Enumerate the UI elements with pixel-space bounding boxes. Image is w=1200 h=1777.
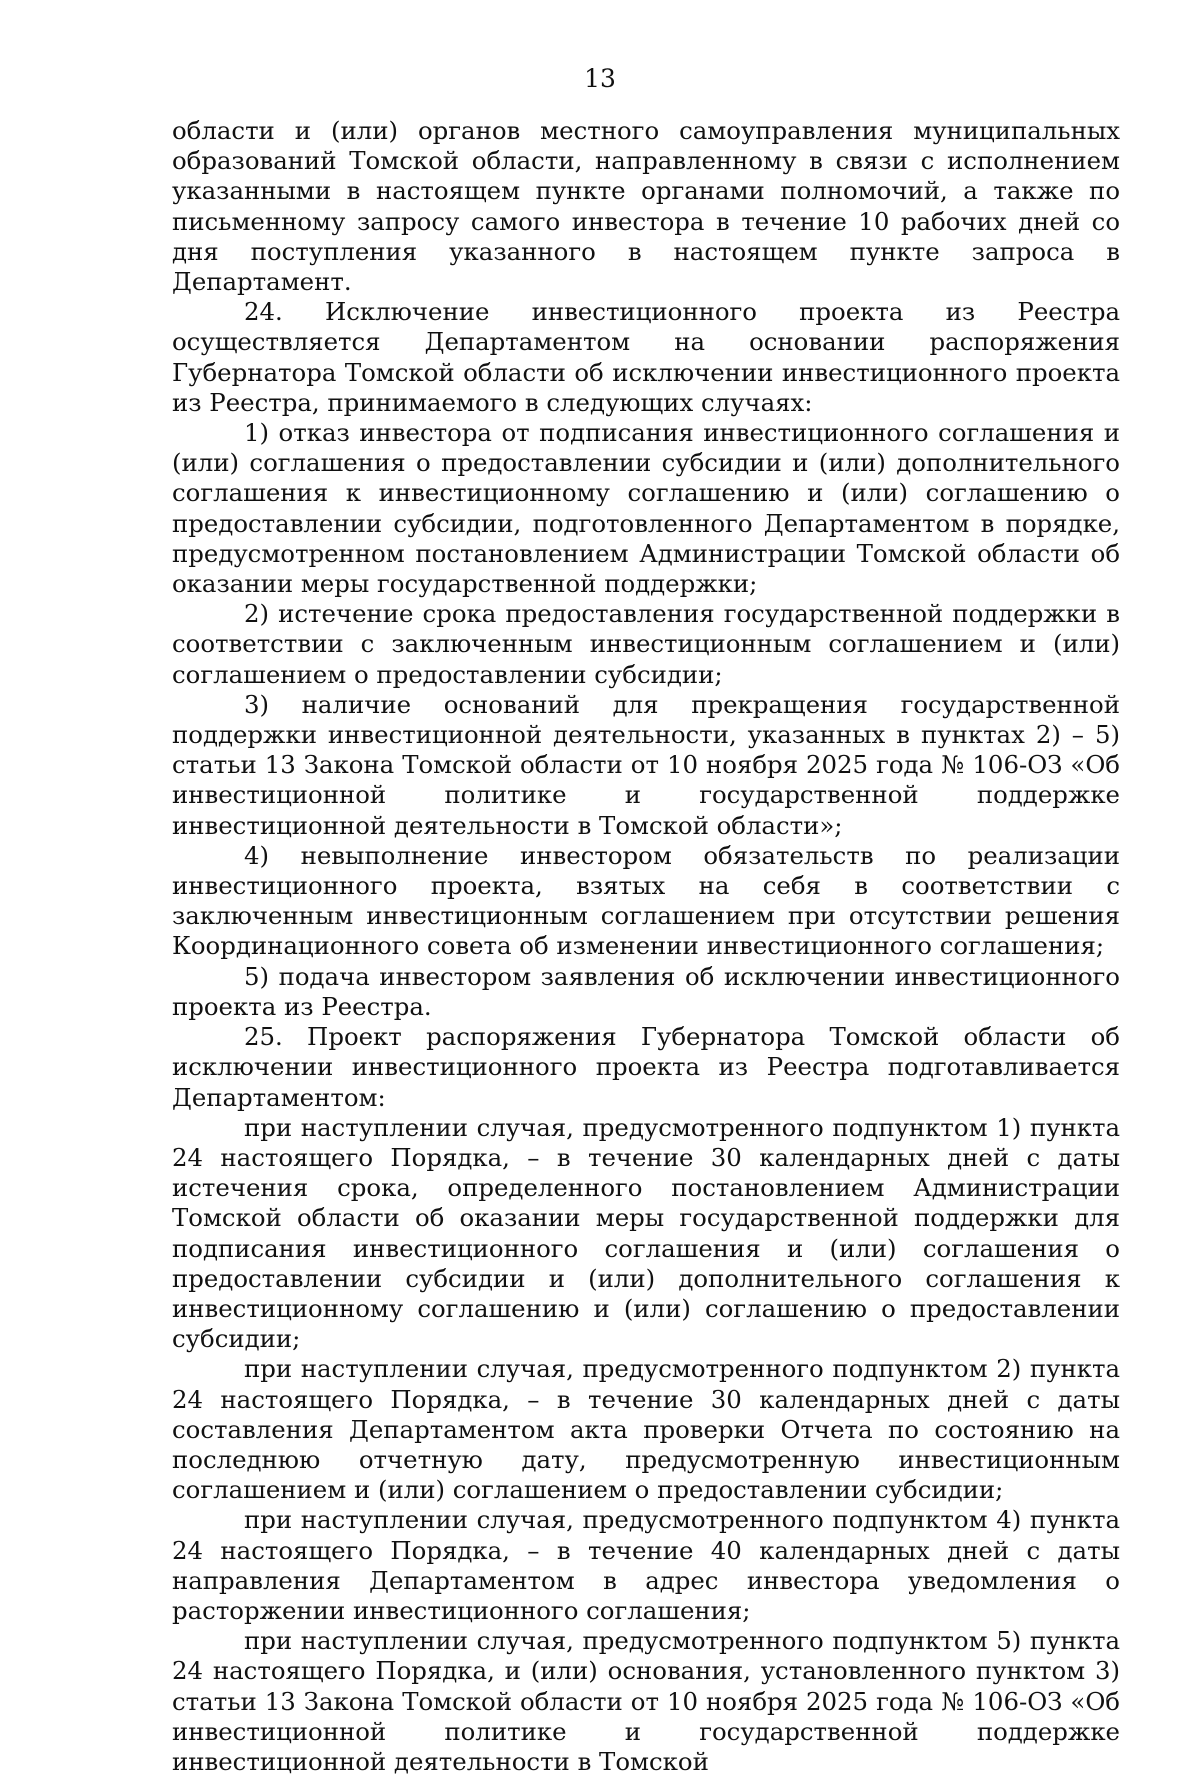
paragraph-continuation: области и (или) органов местного самоуправления муниципальных образований Томской области, направленному в связи с исполнением указанными в настоящем пункте органами полномочий, а также по письменному запросу самого инвестора в течение 10 рабочих дней со дня поступления указанного в настоящем пункте запроса в Департамент. (172, 116, 1120, 297)
paragraph-case-2: при наступлении случая, предусмотренного подпунктом 2) пункта 24 настоящего Порядка, – в течение 30 календарных дней с даты составления Департаментом акта проверки Отчета по состоянию на последнюю отчетную дату, предусмотренную инвестиционным соглашением и (или) соглашением о предоставлении субсидии; (172, 1354, 1120, 1505)
paragraph-subitem-3: 3) наличие оснований для прекращения государственной поддержки инвестиционной деятельности, указанных в пунктах 2) – 5) статьи 13 Закона Томской области от 10 ноября 2025 года № 106-ОЗ «Об инвестиционной политике и государственной поддержке инвестиционной деятельности в Томской области»; (172, 689, 1120, 840)
paragraph-item-24: 24. Исключение инвестиционного проекта из Реестра осуществляется Департаментом на основании распоряжения Губернатора Томской области об исключении инвестиционного проекта из Реестра, принимаемого в следующих случаях: (172, 297, 1120, 417)
paragraph-subitem-5: 5) подача инвестором заявления об исключении инвестиционного проекта из Реестра. (172, 961, 1120, 1021)
paragraph-subitem-1: 1) отказ инвестора от подписания инвестиционного соглашения и (или) соглашения о предоставлении субсидии и (или) дополнительного соглашения к инвестиционному соглашению и (или) соглашению о предоставлении субсидии, подготовленного Департаментом в порядке, предусмотренном постановлением Администрации Томской области об оказании меры государственной поддержки; (172, 418, 1120, 599)
paragraph-subitem-2: 2) истечение срока предоставления государственной поддержки в соответствии с заключенным инвестиционным соглашением и (или) соглашением о предоставлении субсидии; (172, 599, 1120, 689)
page-number: 13 (584, 64, 616, 93)
paragraph-case-4: при наступлении случая, предусмотренного подпунктом 4) пункта 24 настоящего Порядка, – в течение 40 календарных дней с даты направления Департаментом в адрес инвестора уведомления о расторжении инвестиционного соглашения; (172, 1505, 1120, 1625)
paragraph-case-1: при наступлении случая, предусмотренного подпунктом 1) пункта 24 настоящего Порядка, – в течение 30 календарных дней с даты истечения срока, определенного постановлением Администрации Томской области об оказании меры государственной поддержки для подписания инвестиционного соглашения и (или) соглашения о предоставлении субсидии и (или) дополнительного соглашения к инвестиционному соглашению и (или) соглашению о предоставлении субсидии; (172, 1112, 1120, 1354)
document-body (172, 116, 1120, 1777)
paragraph-item-25: 25. Проект распоряжения Губернатора Томской области об исключении инвестиционного проекта из Реестра подготавливается Департаментом: (172, 1022, 1120, 1112)
paragraph-case-5: при наступлении случая, предусмотренного подпунктом 5) пункта 24 настоящего Порядка, и (или) основания, установленного пунктом 3) статьи 13 Закона Томской области от 10 ноября 2025 года № 106-ОЗ «Об инвестиционной политике и государственной поддержке инвестиционной деятельности в Томской (172, 1626, 1120, 1776)
paragraph-subitem-4: 4) невыполнение инвестором обязательств по реализации инвестиционного проекта, взятых на себя в соответствии с заключенным инвестиционным соглашением при отсутствии решения Координационного совета об изменении инвестиционного соглашения; (172, 840, 1120, 961)
